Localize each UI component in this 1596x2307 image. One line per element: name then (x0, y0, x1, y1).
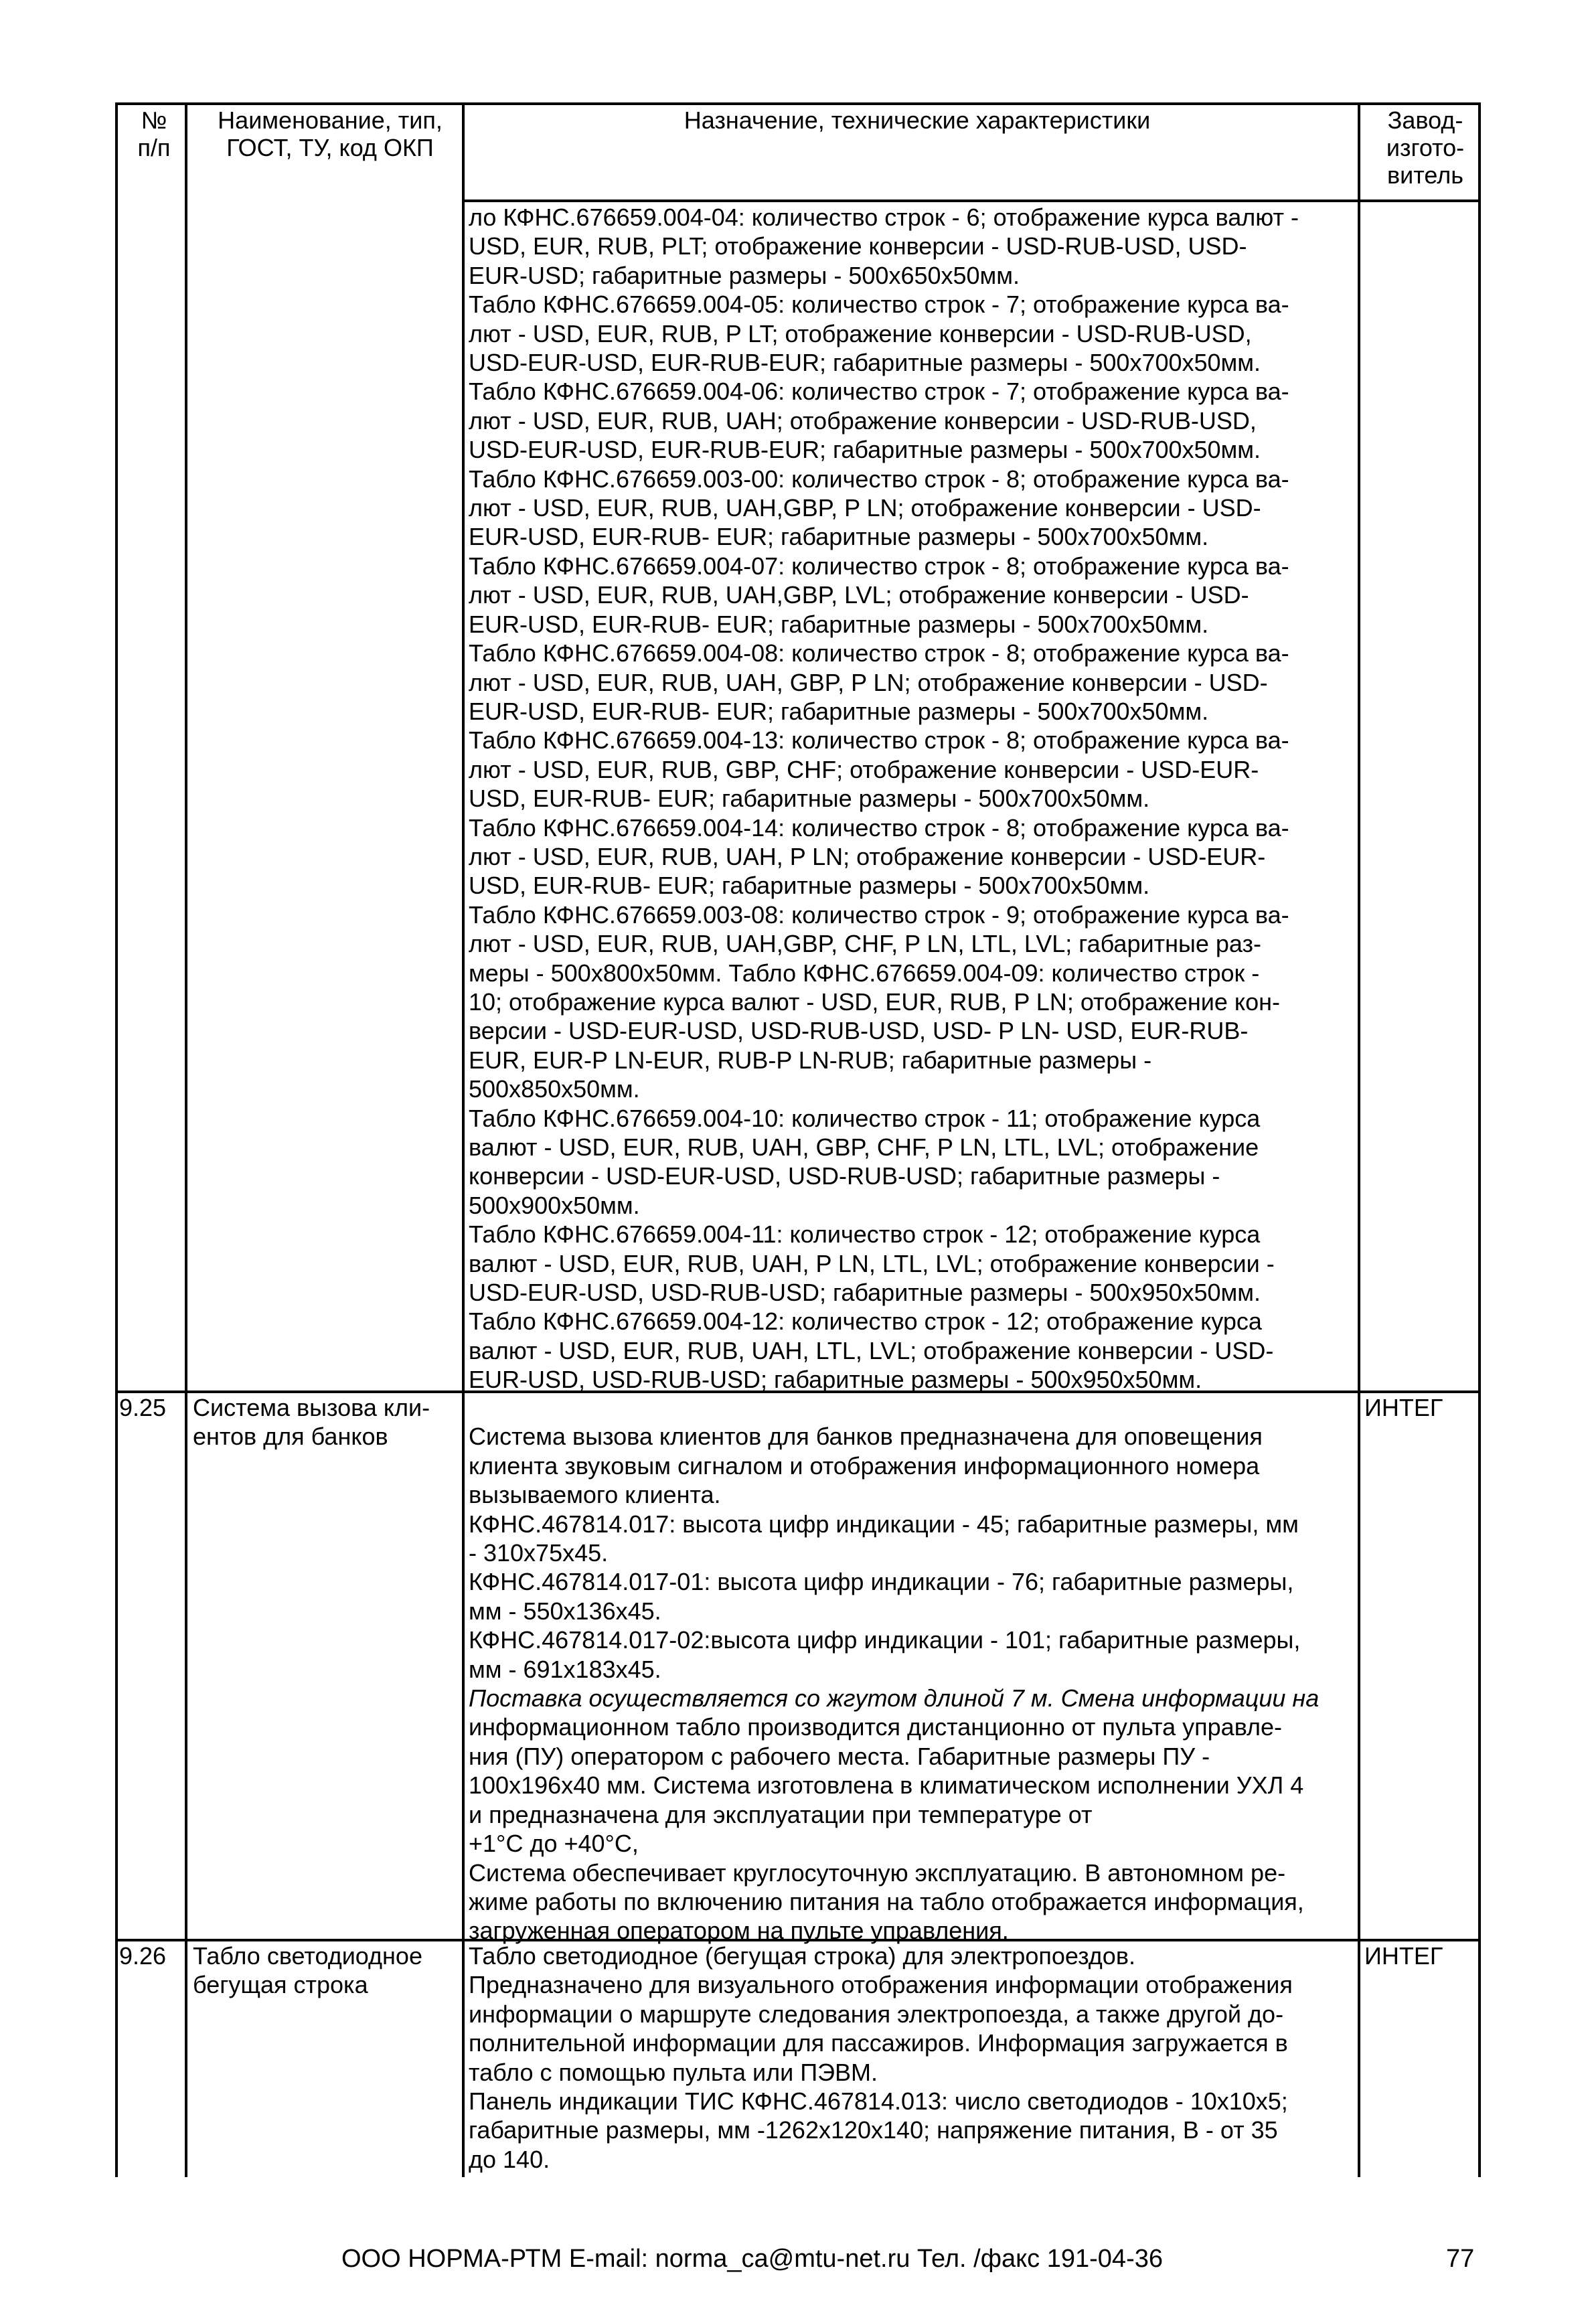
table-border-left (115, 102, 118, 2177)
header-name: Наименование, тип, ГОСТ, ТУ, код ОКП (218, 106, 443, 161)
table-row-description: ло КФНС.676659.004-04: количество строк - 6; отображение курса валют - USD, EUR, RUB, PLT; отображение конверсии - USD-RUB-USD, USD- EUR-USD; габаритные размеры - 500x650x50мм. Табло КФНС.676659.004-05: количество строк - 7; отображение курса ва- лют - USD, EUR, RUB, P LT; отображение конверсии - USD-RUB-USD, USD-EUR-USD, EUR-RUB-EUR; габаритные размеры - 500x700x50мм. Табло КФНС.676659.004-06: количество строк - 7; отображение курса ва- лют - USD, EUR, RUB, UAH; отображение конверсии - USD-RUB-USD, USD-EUR-USD, EUR-RUB-EUR; габаритные размеры - 500x700x50мм. Табло КФНС.676659.003-00: количество строк - 8; отображение курса ва- лют - USD, EUR, RUB, UAH,GBP, P LN; отображение конверсии - USD- EUR-USD, EUR-RUB- EUR; габаритные размеры - 500x700x50мм. Табло КФНС.676659.004-07: количество строк - 8; отображение курса ва- лют - USD, EUR, RUB, UAH,GBP, LVL; отображение конверсии - USD- EUR-USD, EUR-RUB- EUR; габаритные размеры - 500x700x50мм. Табло КФНС.676659.004-08: количество строк - 8; отображение курса ва- лют - USD, EUR, RUB, UAH, GBP, P LN; отображение конверсии - USD- EUR-USD, EUR-RUB- EUR; габаритные размеры - 500x700x50мм. Табло КФНС.676659.004-13: количество строк - 8; отображение курса ва- лют - USD, EUR, RUB, GBP, CHF; отображение конверсии - USD-EUR- USD, EUR-RUB- EUR; габаритные размеры - 500x700x50мм. Табло КФНС.676659.004-14: количество строк - 8; отображение курса ва- лют - USD, EUR, RUB, UAH, P LN; отображение конверсии - USD-EUR- USD, EUR-RUB- EUR; габаритные размеры - 500x700x50мм. Табло КФНС.676659.003-08: количество строк - 9; отображение курса ва- лют - USD, EUR, RUB, UAH,GBP, CHF, P LN, LTL, LVL; габаритные раз- меры - 500x800x50мм. Табло КФНС.676659.004-09: количество строк - 10; отображение курса валют - USD, EUR, RUB, P LN; отображение кон- версии - USD-EUR-USD, USD-RUB-USD, USD- P LN- USD, EUR-RUB- EUR, EUR-P LN-EUR, RUB-P LN-RUB; габаритные размеры - 500x850x50мм. Табло КФНС.676659.004-10: количество строк - 11; отображение курса валют - USD, EUR, RUB, UAH, GBP, CHF, P LN, LTL, LVL; отображение конверсии - USD-EUR-USD, USD-RUB-USD; габаритные размеры - 500x900x50мм. Табло КФНС.676659.004-11: количество строк - 12; отображение курса валют - USD, EUR, RUB, UAH, P LN, LTL, LVL; отображение конверсии - USD-EUR-USD, USD-RUB-USD; габаритные размеры - 500x950x50мм. Табло КФНС.676659.004-12: количество строк - 12; отображение курса валют - USD, EUR, RUB, UAH, LTL, LVL; отображение конверсии - USD- EUR-USD, USD-RUB-USD; габаритные размеры - 500x950x50мм. (469, 204, 1299, 1394)
description-text: Система вызова клиентов для банков предназначена для оповещения клиента звуковым сигналом и отображения информационного номера вызываемого клиента. КФНС.467814.017: высота цифр индикации - 45; габаритные размеры, мм - 310x75x45. КФНС.467814.017-01: высота цифр индикации - 76; габаритные размеры, мм - 550x136x45. КФНС.467814.017-02:высота цифр индикации - 101; габаритные размеры, мм - 691x183x45. (469, 1423, 1301, 1683)
table-row-name: Система вызова кли- ентов для банков (193, 1394, 430, 1451)
table-row-manufacturer: ИНТЕГ (1364, 1394, 1443, 1421)
table-row-manufacturer: ИНТЕГ (1364, 1942, 1443, 1970)
column-divider (185, 102, 187, 2177)
description-italic-text: Поставка осуществляется со жгутом длиной 7 м. Смена информации на (469, 1684, 1320, 1713)
header-number: № п/п (137, 106, 171, 161)
header-manufacturer: Завод- изгото- витель (1386, 106, 1465, 189)
spec-table (115, 102, 1481, 2177)
footer-contact-text: ООО НОРМА-РТМ E-mail: norma_ca@mtu-net.ru Тел. /факс 191-04-36 (341, 2245, 1163, 2273)
table-row-number: 9.26 (119, 1942, 167, 1970)
table-row-description: Табло светодиодное (бегущая строка) для электропоездов. Предназначено для визуального отображения информации отображения информации о маршруте следования электропоезда, а также другой до- полнительной информации для пассажиров. Информация загружается в табло с помощью пульта или ПЭВМ. Панель индикации ТИС КФНС.467814.013: число светодиодов - 10x10x5; габаритные размеры, мм -1262x120x140; напряжение питания, В - от 35 до 140. (469, 1942, 1293, 2173)
table-border-top (115, 102, 1481, 105)
header-divider (462, 200, 1481, 202)
header-description: Назначение, технические характеристики (684, 106, 1151, 134)
table-row-name: Табло светодиодное бегущая строка (193, 1942, 422, 1999)
table-border-right (1478, 102, 1481, 2177)
page-number: 77 (1446, 2245, 1475, 2273)
table-row-description (462, 1393, 1366, 1945)
table-row-number: 9.25 (119, 1394, 167, 1421)
description-text: информационном табло производится дистанционно от пульта управле- ния (ПУ) оператором с рабочего места. Габаритные размеры ПУ - 100x196x40 мм. Система изготовлена в климатическом исполнении УХЛ 4 и предназначена для эксплуатации при температуре от +1°С до +40°С, Система обеспечивает круглосуточную эксплуатацию. В автономном ре- жиме работы по включению питания на табло отображается информация, загруженная оператором на пульте управления. (469, 1713, 1304, 1945)
